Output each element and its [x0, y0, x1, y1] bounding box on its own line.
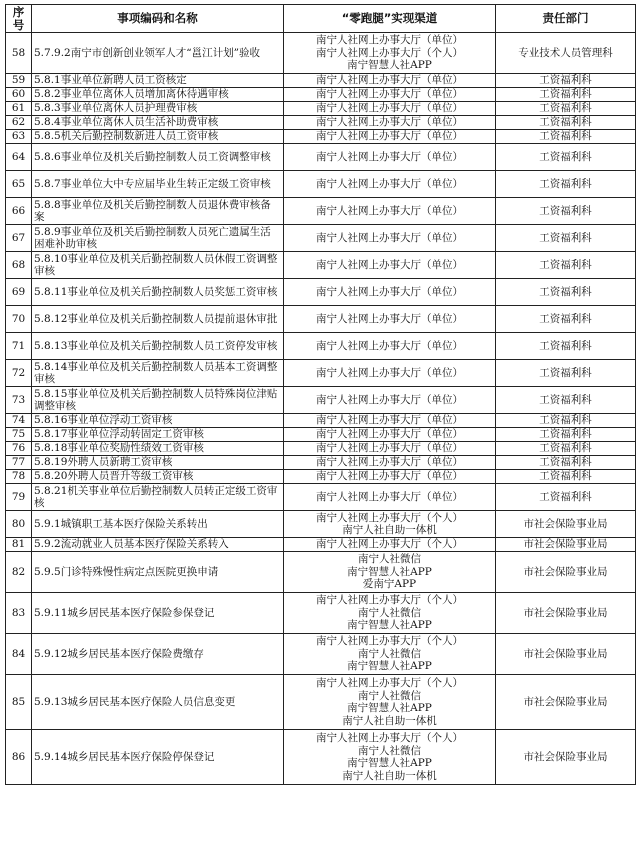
channel-entry: 南宁人社网上办事大厅（个人） [316, 677, 463, 689]
channel-entry: 南宁人社网上办事大厅（单位） [316, 74, 463, 87]
table-row [6, 428, 636, 442]
item-name: 5.8.20外聘人员晋升等级工资审核 [32, 470, 284, 484]
channel-cell [284, 387, 496, 414]
channel-cell [284, 333, 496, 360]
item-name: 5.8.18事业单位奖励性绩效工资审核 [32, 442, 284, 456]
row-number: 75 [6, 428, 32, 442]
item-name: 5.8.2事业单位离休人员增加离休待遇审核 [32, 88, 284, 102]
table-row [6, 306, 636, 333]
channel-entry: 南宁智慧人社APP [347, 702, 432, 714]
responsible-dept: 工资福利科 [496, 484, 636, 511]
row-number: 61 [6, 102, 32, 116]
item-name: 5.8.16事业单位浮动工资审核 [32, 414, 284, 428]
row-number: 59 [6, 74, 32, 88]
row-number: 65 [6, 171, 32, 198]
responsible-dept: 工资福利科 [496, 225, 636, 252]
responsible-dept: 工资福利科 [496, 252, 636, 279]
channel-entry: 南宁人社网上办事大厅（单位） [316, 366, 463, 379]
channel-entry: 南宁人社网上办事大厅（单位） [316, 393, 463, 406]
channel-entry: 南宁人社微信 [358, 553, 421, 566]
channel-cell [284, 252, 496, 279]
table-header-row [6, 5, 636, 33]
channel-cell [284, 538, 496, 552]
channel-entry: 南宁人社网上办事大厅（单位） [316, 231, 463, 244]
channel-entry: 南宁人社网上办事大厅（单位） [316, 490, 463, 503]
channel-cell [284, 102, 496, 116]
channel-cell [284, 171, 496, 198]
channel-cell [284, 593, 496, 634]
channel-entry: 南宁人社网上办事大厅（单位） [316, 442, 463, 455]
channel-entry: 爱南宁APP [362, 578, 417, 591]
channel-cell [284, 730, 496, 785]
row-number: 63 [6, 130, 32, 144]
channel-cell [284, 198, 496, 225]
row-number: 67 [6, 225, 32, 252]
item-name: 5.8.3事业单位离休人员护理费审核 [32, 102, 284, 116]
channel-cell [284, 88, 496, 102]
responsible-dept: 市社会保险事业局 [496, 511, 636, 538]
channel-entry: 南宁智慧人社APP [347, 59, 432, 72]
table-row [6, 171, 636, 198]
responsible-dept: 工资福利科 [496, 198, 636, 225]
item-name: 5.8.14事业单位及机关后勤控制数人员基本工资调整审核 [32, 360, 284, 387]
channel-entry: 南宁智慧人社APP [347, 660, 432, 673]
header-item: 事项编码和名称 [32, 5, 284, 33]
responsible-dept: 工资福利科 [496, 456, 636, 470]
channel-entry: 南宁人社自助一体机 [342, 714, 437, 727]
table-row [6, 730, 636, 785]
channel-entry: 南宁智慧人社APP [347, 757, 432, 769]
channel-entry: 南宁人社网上办事大厅（单位） [316, 102, 463, 115]
channel-entry: 南宁人社微信 [358, 689, 421, 702]
channel-entry: 南宁人社网上办事大厅（单位） [316, 150, 463, 163]
channel-cell [284, 634, 496, 675]
table-row [6, 333, 636, 360]
row-number: 76 [6, 442, 32, 456]
row-number: 60 [6, 88, 32, 102]
responsible-dept: 工资福利科 [496, 116, 636, 130]
channel-entry: 南宁人社网上办事大厅（单位） [316, 414, 463, 427]
channel-entry: 南宁人社微信 [358, 606, 421, 619]
channel-cell [284, 552, 496, 593]
item-name: 5.8.21机关事业单位后勤控制数人员转正定级工资审核 [32, 484, 284, 511]
responsible-dept: 市社会保险事业局 [496, 634, 636, 675]
item-name: 5.8.11事业单位及机关后勤控制数人员奖惩工资审核 [32, 279, 284, 306]
responsible-dept: 工资福利科 [496, 470, 636, 484]
table-row [6, 387, 636, 414]
responsible-dept: 工资福利科 [496, 442, 636, 456]
channel-entry: 南宁人社网上办事大厅（单位） [316, 470, 463, 483]
channel-entry: 南宁人社网上办事大厅（单位） [316, 312, 463, 325]
header-channel: “零跑腿”实现渠道 [284, 5, 496, 33]
item-name: 5.8.12事业单位及机关后勤控制数人员提前退休审批 [32, 306, 284, 333]
responsible-dept: 工资福利科 [496, 130, 636, 144]
channel-entry: 南宁人社网上办事大厅（单位） [316, 116, 463, 129]
channel-cell [284, 306, 496, 333]
responsible-dept: 工资福利科 [496, 74, 636, 88]
channel-cell [284, 130, 496, 144]
responsible-dept: 工资福利科 [496, 387, 636, 414]
table-row [6, 470, 636, 484]
channel-cell [284, 456, 496, 470]
row-number: 72 [6, 360, 32, 387]
table-row [6, 634, 636, 675]
row-number: 69 [6, 279, 32, 306]
row-number: 58 [6, 33, 32, 74]
channel-entry: 南宁智慧人社APP [347, 565, 432, 578]
row-number: 86 [6, 730, 32, 785]
service-items-table [5, 4, 636, 785]
channel-cell [284, 279, 496, 306]
row-number: 83 [6, 593, 32, 634]
table-row [6, 442, 636, 456]
row-number: 66 [6, 198, 32, 225]
row-number: 81 [6, 538, 32, 552]
item-name: 5.8.19外聘人员新聘工资审核 [32, 456, 284, 470]
channel-entry: 南宁人社网上办事大厅（单位） [316, 428, 463, 441]
row-number: 70 [6, 306, 32, 333]
table-row [6, 414, 636, 428]
item-name: 5.9.12城乡居民基本医疗保险费缴存 [32, 634, 284, 675]
row-number: 82 [6, 552, 32, 593]
channel-entry: 南宁人社网上办事大厅（单位） [316, 88, 463, 101]
item-name: 5.9.1城镇职工基本医疗保险关系转出 [32, 511, 284, 538]
channel-entry: 南宁人社网上办事大厅（单位） [316, 456, 463, 469]
channel-entry: 南宁人社网上办事大厅（个人） [316, 635, 463, 648]
row-number: 64 [6, 144, 32, 171]
item-name: 5.8.8事业单位及机关后勤控制数人员退休费审核备案 [32, 198, 284, 225]
table-row [6, 484, 636, 511]
table-row [6, 130, 636, 144]
channel-entry: 南宁人社微信 [358, 744, 421, 757]
item-name: 5.8.7事业单位大中专应届毕业生转正定级工资审核 [32, 171, 284, 198]
row-number: 71 [6, 333, 32, 360]
row-number: 79 [6, 484, 32, 511]
item-name: 5.9.11城乡居民基本医疗保险参保登记 [32, 593, 284, 634]
table-row [6, 279, 636, 306]
channel-entry: 南宁人社网上办事大厅（单位） [316, 339, 463, 352]
responsible-dept: 市社会保险事业局 [496, 675, 636, 730]
channel-cell [284, 511, 496, 538]
responsible-dept: 市社会保险事业局 [496, 538, 636, 552]
responsible-dept: 工资福利科 [496, 428, 636, 442]
table-row [6, 116, 636, 130]
header-no: 序号 [6, 5, 32, 33]
responsible-dept: 工资福利科 [496, 88, 636, 102]
channel-cell [284, 360, 496, 387]
item-name: 5.9.13城乡居民基本医疗保险人员信息变更 [32, 675, 284, 730]
row-number: 68 [6, 252, 32, 279]
table-row [6, 88, 636, 102]
responsible-dept: 工资福利科 [496, 414, 636, 428]
item-name: 5.9.5门诊特殊慢性病定点医院更换申请 [32, 552, 284, 593]
responsible-dept: 市社会保险事业局 [496, 593, 636, 634]
row-number: 77 [6, 456, 32, 470]
channel-entry: 南宁人社网上办事大厅（单位） [316, 130, 463, 143]
channel-entry: 南宁人社网上办事大厅（单位） [316, 285, 463, 298]
table-row [6, 456, 636, 470]
responsible-dept: 工资福利科 [496, 144, 636, 171]
row-number: 78 [6, 470, 32, 484]
table-row [6, 552, 636, 593]
row-number: 73 [6, 387, 32, 414]
row-number: 85 [6, 675, 32, 730]
channel-cell [284, 675, 496, 730]
channel-cell [284, 442, 496, 456]
table-row [6, 144, 636, 171]
responsible-dept: 工资福利科 [496, 102, 636, 116]
channel-cell [284, 74, 496, 88]
channel-cell [284, 225, 496, 252]
responsible-dept: 工资福利科 [496, 171, 636, 198]
item-name: 5.7.9.2南宁市创新创业领军人才“邕江计划”验收 [32, 33, 284, 74]
responsible-dept: 工资福利科 [496, 279, 636, 306]
channel-entry: 南宁人社网上办事大厅（单位） [316, 34, 463, 47]
channel-entry: 南宁人社网上办事大厅（个人） [316, 594, 463, 607]
channel-cell [284, 144, 496, 171]
row-number: 80 [6, 511, 32, 538]
channel-entry: 南宁人社网上办事大厅（单位） [316, 177, 463, 190]
responsible-dept: 市社会保险事业局 [496, 552, 636, 593]
channel-entry: 南宁人社网上办事大厅（单位） [316, 258, 463, 271]
item-name: 5.8.10事业单位及机关后勤控制数人员休假工资调整审核 [32, 252, 284, 279]
channel-cell [284, 484, 496, 511]
table-row [6, 252, 636, 279]
channel-entry: 南宁人社网上办事大厅（个人） [316, 46, 463, 59]
header-dept: 责任部门 [496, 5, 636, 33]
item-name: 5.8.6事业单位及机关后勤控制数人员工资调整审核 [32, 144, 284, 171]
item-name: 5.8.1事业单位新聘人员工资核定 [32, 74, 284, 88]
table-row [6, 360, 636, 387]
responsible-dept: 工资福利科 [496, 306, 636, 333]
responsible-dept: 工资福利科 [496, 360, 636, 387]
responsible-dept: 工资福利科 [496, 333, 636, 360]
channel-entry: 南宁人社网上办事大厅（个人） [316, 538, 463, 551]
table-body [6, 33, 636, 785]
row-number: 74 [6, 414, 32, 428]
channel-entry: 南宁人社微信 [358, 647, 421, 660]
table-row [6, 593, 636, 634]
item-name: 5.8.5机关后勤控制数新进人员工资审核 [32, 130, 284, 144]
item-name: 5.9.14城乡居民基本医疗保险停保登记 [32, 730, 284, 785]
item-name: 5.8.17事业单位浮动转固定工资审核 [32, 428, 284, 442]
row-number: 84 [6, 634, 32, 675]
item-name: 5.8.15事业单位及机关后勤控制数人员特殊岗位津贴调整审核 [32, 387, 284, 414]
responsible-dept: 市社会保险事业局 [496, 730, 636, 785]
item-name: 5.9.2流动就业人员基本医疗保险关系转入 [32, 538, 284, 552]
table-row [6, 198, 636, 225]
table-row [6, 33, 636, 74]
responsible-dept: 专业技术人员管理科 [496, 33, 636, 74]
channel-cell [284, 470, 496, 484]
table-row [6, 538, 636, 552]
channel-cell [284, 116, 496, 130]
channel-entry: 南宁人社自助一体机 [342, 769, 437, 782]
channel-entry: 南宁人社自助一体机 [342, 524, 437, 536]
channel-cell [284, 428, 496, 442]
row-number: 62 [6, 116, 32, 130]
table-row [6, 102, 636, 116]
channel-cell [284, 414, 496, 428]
channel-entry: 南宁智慧人社APP [347, 619, 432, 632]
table-row [6, 511, 636, 538]
channel-entry: 南宁人社网上办事大厅（个人） [316, 511, 463, 524]
table-row [6, 225, 636, 252]
item-name: 5.8.4事业单位离休人员生活补助费审核 [32, 116, 284, 130]
channel-cell [284, 33, 496, 74]
table-row [6, 74, 636, 88]
channel-entry: 南宁人社网上办事大厅（单位） [316, 204, 463, 217]
item-name: 5.8.9事业单位及机关后勤控制数人员死亡遗属生活困难补助审核 [32, 225, 284, 252]
table-row [6, 675, 636, 730]
item-name: 5.8.13事业单位及机关后勤控制数人员工资停发审核 [32, 333, 284, 360]
channel-entry: 南宁人社网上办事大厅（个人） [316, 732, 463, 744]
